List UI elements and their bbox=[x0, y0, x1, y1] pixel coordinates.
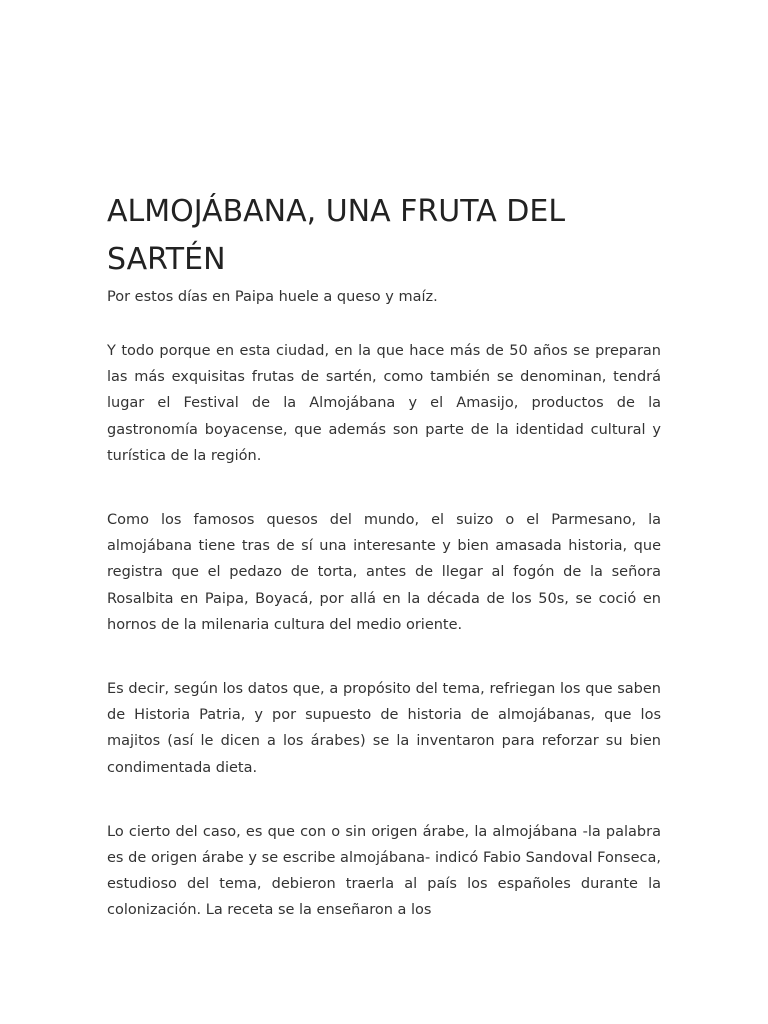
paragraph-1: Y todo porque en esta ciudad, en la que hace más de 50 años se preparan las más exquisitas frutas de sartén, como también se denominan, tendrá lugar el Festival de la Almojábana y el Amasijo, productos de la gastronomía boyacense, que además son parte de la identidad cultural y turística de la región. bbox=[107, 343, 661, 464]
article-lead: Por estos días en Paipa huele a queso y maíz. bbox=[107, 289, 438, 305]
paragraph-3: Es decir, según los datos que, a propósito del tema, refriegan los que saben de Historia Patria, y por supuesto de historia de almojábanas, que los majitos (así le dicen a los árabes) se la inventaron para reforzar su bien condimentada dieta. bbox=[107, 681, 661, 776]
document-page bbox=[107, 188, 661, 962]
paragraph-2: Como los famosos quesos del mundo, el suizo o el Parmesano, la almojábana tiene tras de sí una interesante y bien amasada historia, que registra que el pedazo de torta, antes de llegar al fogón de la señora Rosalbita en Paipa, Boyacá, por allá en la década de los 50s, se coció en hornos de la milenaria cultura del medio oriente. bbox=[107, 512, 661, 633]
article-title: ALMOJÁBANA, UNA FRUTA DEL SARTÉN bbox=[107, 194, 566, 277]
paragraph-4: Lo cierto del caso, es que con o sin origen árabe, la almojábana -la palabra es de origen árabe y se escribe almojábana- indicó Fabio Sandoval Fonseca, estudioso del tema, debieron traerla al país los españoles durante la colonización. La receta se la enseñaron a los bbox=[107, 823, 661, 919]
